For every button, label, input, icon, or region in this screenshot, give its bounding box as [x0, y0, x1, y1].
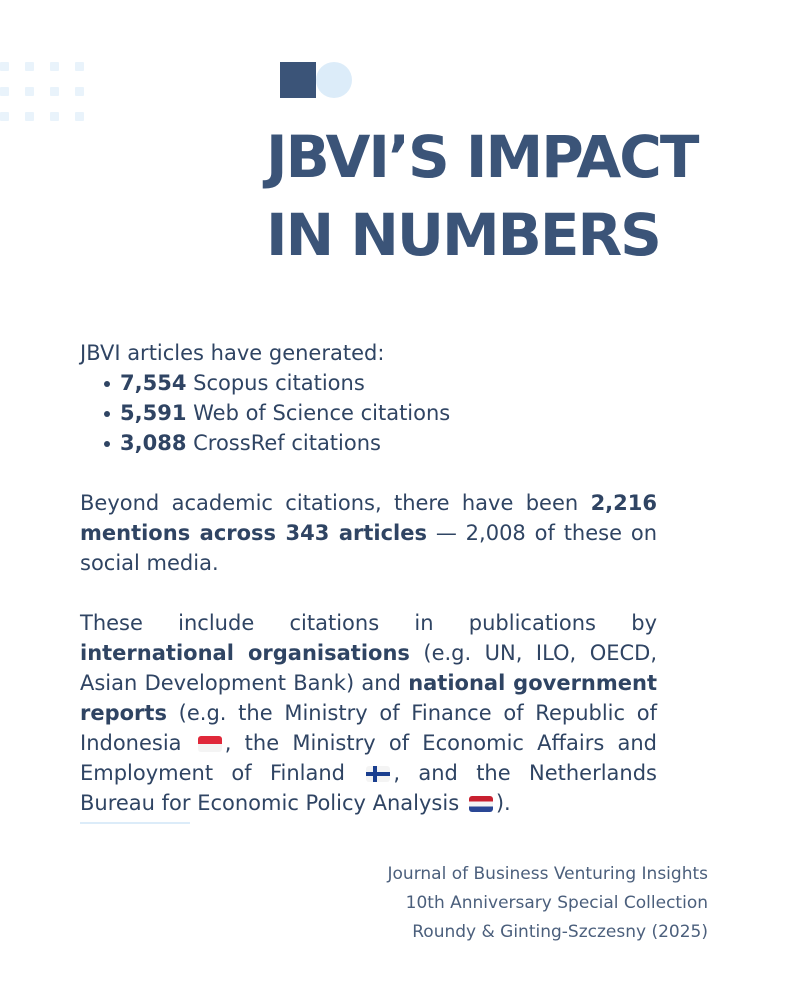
credit-authors: Roundy & Ginting-Szczesny (2025): [412, 922, 708, 942]
body-text: [80, 338, 657, 818]
citation-label: Scopus citations: [193, 371, 365, 395]
divider-decoration: [80, 822, 190, 824]
citation-value: 5,591: [120, 401, 187, 425]
citation-item-wos: [100, 398, 657, 428]
flag-indonesia-icon: [198, 736, 222, 752]
citation-item-crossref: [100, 428, 657, 458]
citation-label: Web of Science citations: [193, 401, 451, 425]
intro-text: JBVI articles have generated:: [80, 341, 385, 365]
international-organisations-highlight: international organisations: [80, 641, 410, 665]
flag-netherlands-icon: [469, 796, 493, 812]
government-reports-highlight: national government reports: [80, 671, 657, 725]
citation-label: CrossRef citations: [193, 431, 381, 455]
publications-text: , the Ministry of Economic Affairs and Employment of Finland: [80, 731, 657, 785]
publications-text: , and the Netherlands Bureau for Economic Policy Analysis: [80, 761, 657, 815]
citation-item-scopus: [100, 368, 657, 398]
title-line-1: JBVI’S IMPACT: [266, 123, 698, 191]
citation-value: 3,088: [120, 431, 187, 455]
publications-text: (e.g. the Ministry of Finance of Republic of Indonesia: [80, 701, 657, 755]
page-title: [266, 118, 786, 274]
publications-paragraph: [80, 608, 657, 818]
mentions-text-end: — 2,008 of these on social media.: [80, 521, 658, 575]
square-decoration: [280, 62, 316, 98]
citation-value: 7,554: [120, 371, 187, 395]
title-line-2: IN NUMBERS: [266, 201, 660, 269]
mentions-paragraph: [80, 488, 657, 578]
publications-text: ).: [495, 791, 511, 815]
flag-finland-icon: [366, 766, 390, 782]
credit-journal: Journal of Business Venturing Insights: [387, 864, 708, 884]
mentions-highlight: 2,216 mentions across 343 articles: [80, 491, 657, 545]
dot-grid-decoration: [0, 62, 90, 126]
publications-text: (e.g. UN, ILO, OECD, Asian Development Bank) and: [80, 641, 658, 695]
circle-decoration: [316, 62, 352, 98]
credit-collection: 10th Anniversary Special Collection: [405, 893, 708, 913]
publications-text: These include citations in publications by: [80, 611, 657, 635]
mentions-text: Beyond academic citations, there have been: [80, 491, 591, 515]
source-credit: [388, 860, 708, 947]
citation-list: [80, 368, 657, 458]
